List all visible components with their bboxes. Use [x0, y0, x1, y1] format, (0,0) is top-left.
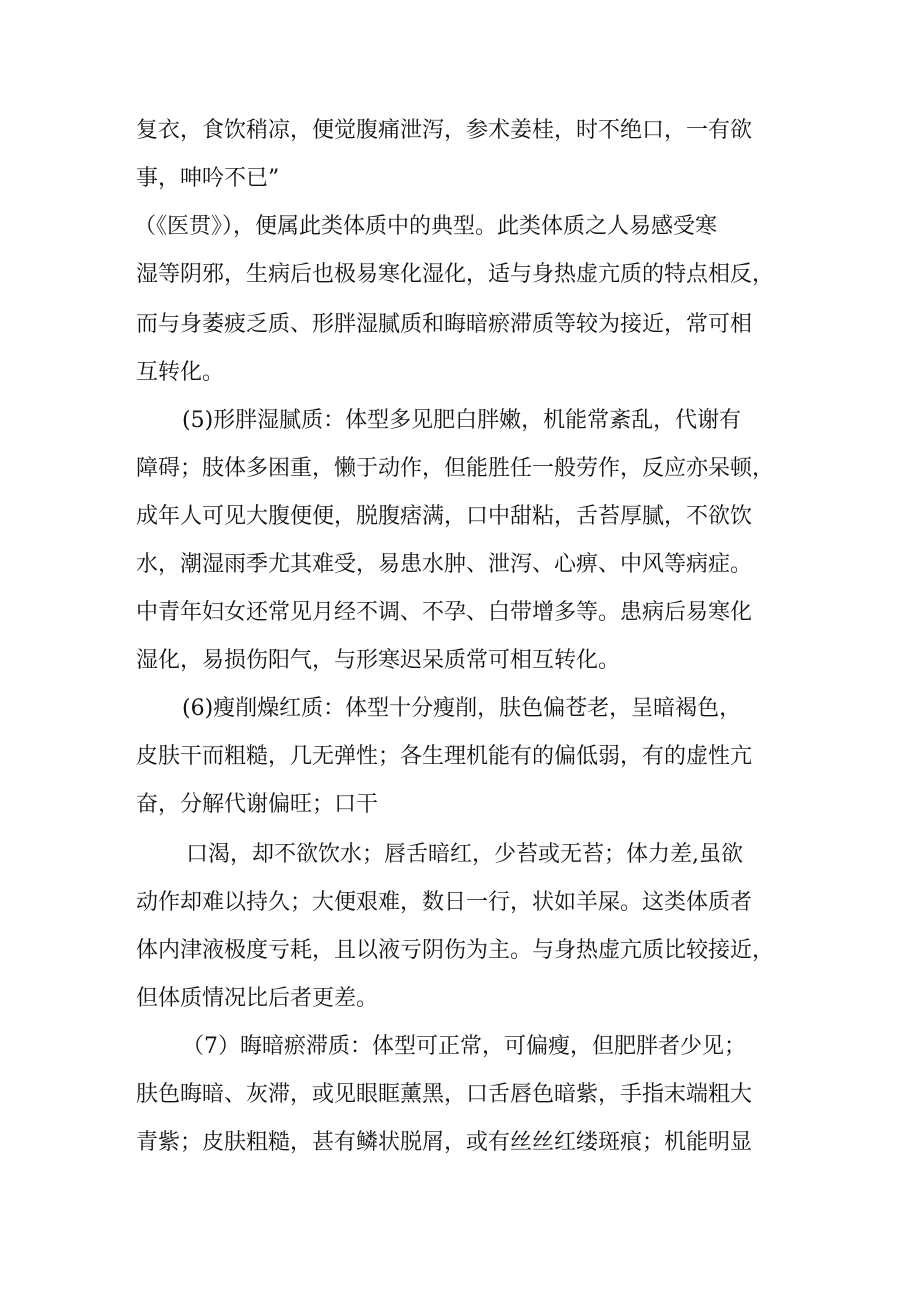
text-line: (6)瘦削燥红质：体型十分瘦削，肤色偏苍老，呈暗褐色，	[182, 696, 742, 721]
text-line: 肤色晦暗、灰滞，或见眼眶薰黑，口舌唇色暗紫，手指末端粗大	[136, 1082, 753, 1107]
text-line: 成年人可见大腹便便，脱腹痞满，口中甜粘，舌苔厚腻，不欲饮	[136, 504, 753, 529]
text-line: 事，呻吟不已”	[136, 166, 280, 191]
text-line: 复衣，食饮稍凉，便觉腹痛泄泻，参术姜桂，时不绝口，一有欲	[136, 118, 753, 143]
text-line: 皮肤干而粗糙，几无弹性；各生理机能有的偏低弱，有的虚性亢	[136, 744, 753, 769]
text-line: 动作却难以持久；大便艰难，数日一行，状如羊屎。这类体质者	[136, 890, 753, 915]
text-line: 而与身萎疲乏质、形胖湿腻质和晦暗瘀滞质等较为接近，常可相	[136, 312, 753, 337]
text-line: 口渴，却不欲饮水；唇舌暗红，少苔或无苔；体力差,虽欲	[186, 842, 743, 867]
text-line: 障碍；肢体多困重，懒于动作，但能胜任一般劳作，反应亦呆顿，	[136, 456, 775, 481]
text-line: (5)形胖湿腻质：体型多见肥白胖嫩，机能常紊乱，代谢有	[182, 408, 742, 433]
text-line: 湿化，易损伤阳气，与形寒迟呆质常可相互转化。	[136, 648, 621, 673]
text-line: 湿等阴邪，生病后也极易寒化湿化，适与身热虚亢质的特点相反，	[136, 262, 775, 287]
text-line: （7）晦暗瘀滞质：体型可正常，可偏瘦，但肥胖者少见；	[182, 1034, 746, 1059]
text-line: 但体质情况比后者更差。	[136, 986, 379, 1011]
text-line: 中青年妇女还常见月经不调、不孕、白带增多等。患病后易寒化	[136, 600, 753, 625]
text-line: 互转化。	[136, 360, 225, 385]
text-line: 青紫；皮肤粗糙，甚有鳞状脱屑，或有丝丝红缕斑痕；机能明显	[136, 1130, 753, 1155]
text-line: 水，潮湿雨季尤其难受，易患水肿、泄泻、心痹、中风等病症。	[136, 552, 753, 577]
text-line: （《医贯》），便属此类体质中的典型。此类体质之人易感受寒	[134, 214, 718, 239]
text-line: 奋，分解代谢偏旺；口干	[136, 792, 379, 817]
text-line: 体内津液极度亏耗，且以液亏阴伤为主。与身热虚亢质比较接近，	[136, 938, 775, 963]
